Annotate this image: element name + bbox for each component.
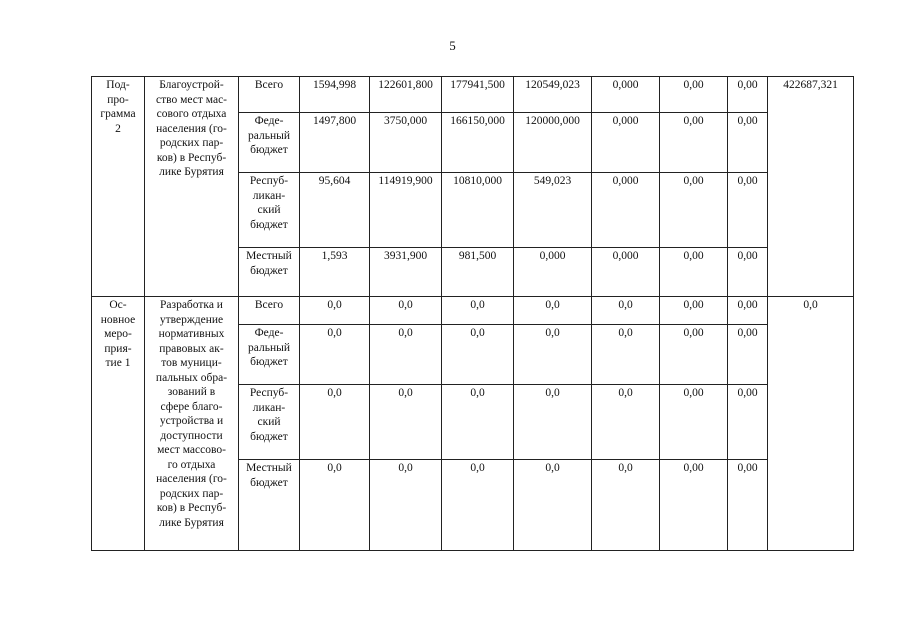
value-cell: 0,0 [442,460,514,551]
funding-source: Всего [239,77,300,113]
value-cell: 1,593 [300,248,370,297]
value-cell: 0,0 [442,385,514,460]
total-cell: 422687,321 [768,77,854,297]
value-cell: 0,00 [660,325,728,385]
funding-source: Респуб- ликан- ский бюджет [239,385,300,460]
budget-table [91,76,854,551]
value-cell: 0,00 [728,297,768,325]
value-cell: 0,00 [728,77,768,113]
value-cell: 0,00 [728,460,768,551]
value-cell: 1594,998 [300,77,370,113]
value-cell: 0,0 [442,325,514,385]
value-cell: 0,00 [660,297,728,325]
value-cell: 0,0 [514,385,592,460]
value-cell: 0,0 [370,325,442,385]
table-row [92,77,854,113]
value-cell: 95,604 [300,173,370,248]
value-cell: 0,0 [370,385,442,460]
value-cell: 0,00 [728,325,768,385]
value-cell: 3931,900 [370,248,442,297]
value-cell: 0,0 [514,297,592,325]
value-cell: 0,00 [728,248,768,297]
value-cell: 549,023 [514,173,592,248]
value-cell: 0,0 [592,297,660,325]
value-cell: 0,00 [660,173,728,248]
value-cell: 0,0 [370,460,442,551]
program-code: Под- про- грамма 2 [92,77,145,297]
value-cell: 0,0 [300,325,370,385]
value-cell: 0,00 [728,385,768,460]
value-cell: 0,00 [728,173,768,248]
value-cell: 0,0 [514,460,592,551]
value-cell: 122601,800 [370,77,442,113]
funding-source: Местный бюджет [239,460,300,551]
page-number: 5 [449,38,456,53]
value-cell: 0,000 [514,248,592,297]
value-cell: 120000,000 [514,113,592,173]
value-cell: 0,00 [660,113,728,173]
value-cell: 0,0 [300,460,370,551]
value-cell: 981,500 [442,248,514,297]
value-cell: 0,0 [514,325,592,385]
value-cell: 0,00 [660,77,728,113]
value-cell: 0,000 [592,113,660,173]
value-cell: 166150,000 [442,113,514,173]
value-cell: 0,0 [300,385,370,460]
funding-source: Феде- ральный бюджет [239,113,300,173]
value-cell: 0,0 [300,297,370,325]
value-cell: 0,00 [728,113,768,173]
funding-source: Местный бюджет [239,248,300,297]
value-cell: 3750,000 [370,113,442,173]
value-cell: 0,00 [660,385,728,460]
funding-source: Феде- ральный бюджет [239,325,300,385]
value-cell: 0,00 [660,460,728,551]
table-row [92,297,854,325]
value-cell: 0,000 [592,77,660,113]
total-cell: 0,0 [768,297,854,551]
value-cell: 114919,900 [370,173,442,248]
funding-source: Всего [239,297,300,325]
value-cell: 1497,800 [300,113,370,173]
value-cell: 10810,000 [442,173,514,248]
value-cell: 0,0 [442,297,514,325]
program-name: Благоустрой- ство мест мас- сового отдыха населения (го- родских пар- ков) в Респуб- лике Бурятия [145,77,239,297]
value-cell: 120549,023 [514,77,592,113]
value-cell: 0,0 [370,297,442,325]
value-cell: 0,000 [592,173,660,248]
value-cell: 0,0 [592,460,660,551]
value-cell: 177941,500 [442,77,514,113]
activity-name: Разработка и утверждение нормативных правовых ак- тов муници- пальных обра- зований в сфере благо- устройства и доступности мест массово- го отдыха населения (го- родских пар- ков) в Респуб- лике Бурятия [145,297,239,551]
value-cell: 0,00 [660,248,728,297]
value-cell: 0,0 [592,385,660,460]
value-cell: 0,0 [592,325,660,385]
funding-source: Респуб- ликан- ский бюджет [239,173,300,248]
value-cell: 0,000 [592,248,660,297]
activity-code: Ос- новное меро- прия- тие 1 [92,297,145,551]
